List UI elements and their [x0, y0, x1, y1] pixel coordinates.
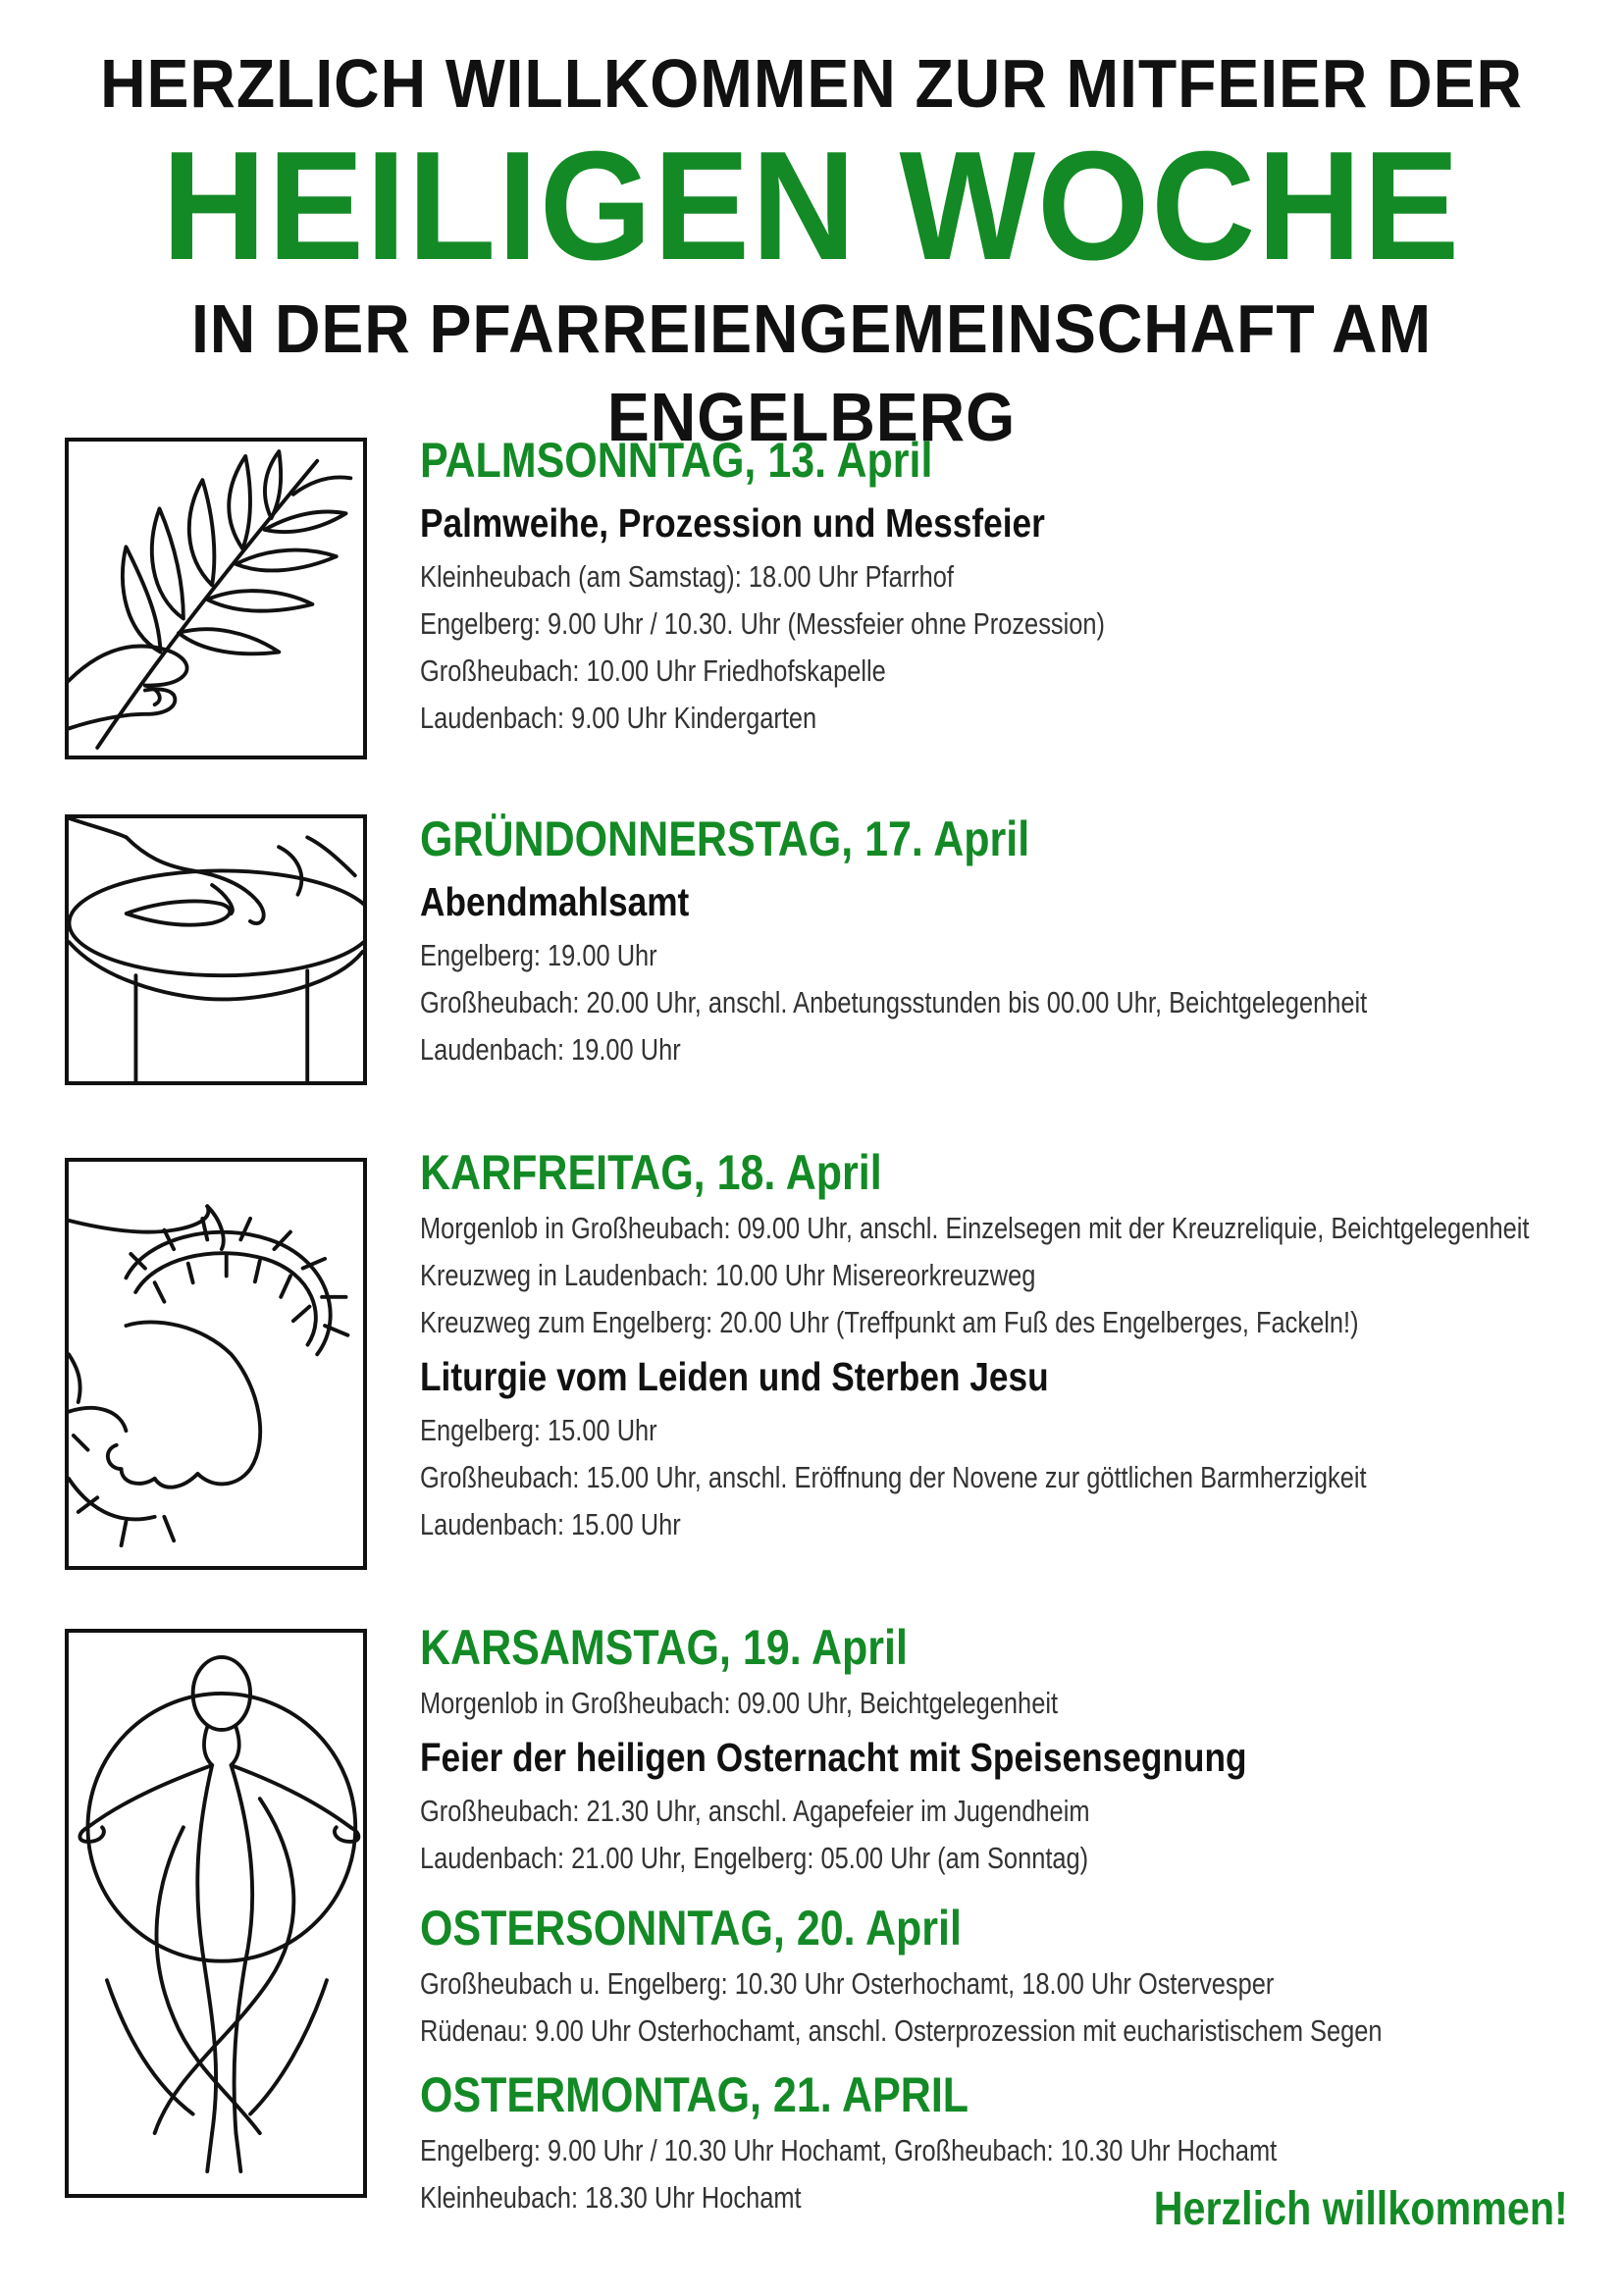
schedule-line: Kleinheubach (am Samstag): 18.00 Uhr Pfarrhof [420, 559, 954, 594]
schedule-line: Großheubach: 20.00 Uhr, anschl. Anbetungsstunden bis 00.00 Uhr, Beichtgelegenheit [420, 985, 1368, 1019]
schedule-line: Kreuzweg zum Engelberg: 20.00 Uhr (Treffpunkt am Fuß des Engelberges, Fackeln!) [420, 1305, 1359, 1339]
schedule-line: Morgenlob in Großheubach: 09.00 Uhr, Beichtgelegenheit [420, 1686, 1059, 1720]
event-title: Abendmahlsamt [420, 879, 690, 924]
section-karfreitag [420, 1140, 1597, 1548]
schedule-line: Rüdenau: 9.00 Uhr Osterhochamt, anschl. Osterprozession mit eucharistischem Segen [420, 2013, 1383, 2048]
section-karsamstag [420, 1615, 1597, 1882]
crown-of-thorns-icon [65, 1158, 367, 1570]
day-title: GRÜNDONNERSTAG, 17. April [420, 811, 1030, 866]
closing-greeting: Herzlich willkommen! [1153, 2183, 1568, 2235]
schedule-line: Morgenlob in Großheubach: 09.00 Uhr, anschl. Einzelsegen mit der Kreuzreliquie, Beichtgelegenheit [420, 1211, 1530, 1245]
section-palmsonntag [420, 428, 1597, 742]
schedule-line: Engelberg: 9.00 Uhr / 10.30. Uhr (Messfeier ohne Prozession) [420, 606, 1105, 641]
event-title: Feier der heiligen Osternacht mit Speisensegnung [420, 1735, 1247, 1780]
schedule-line: Engelberg: 9.00 Uhr / 10.30 Uhr Hochamt, Großheubach: 10.30 Uhr Hochamt [420, 2133, 1278, 2167]
day-title: KARSAMSTAG, 19. April [420, 1620, 908, 1675]
section-ostersonntag [420, 1896, 1597, 2055]
page-title: HEILIGEN WOCHE [161, 120, 1462, 292]
foot-washing-icon [65, 814, 367, 1085]
schedule-line: Engelberg: 15.00 Uhr [420, 1413, 657, 1447]
schedule-line: Laudenbach: 19.00 Uhr [420, 1032, 681, 1067]
schedule-line: Laudenbach: 21.00 Uhr, Engelberg: 05.00 Uhr (am Sonntag) [420, 1841, 1089, 1875]
event-title: Palmweihe, Prozession und Messfeier [420, 500, 1045, 546]
schedule-line: Großheubach: 15.00 Uhr, anschl. Eröffnung der Novene zur göttlichen Barmherzigkeit [420, 1460, 1367, 1494]
schedule-line: Großheubach: 10.00 Uhr Friedhofskapelle [420, 653, 886, 688]
schedule-line: Großheubach: 21.30 Uhr, anschl. Agapefeier im Jugendheim [420, 1794, 1090, 1828]
header-welcome-line: HERZLICH WILLKOMMEN ZUR MITFEIER DER [100, 45, 1523, 122]
palm-branch-icon [65, 438, 367, 759]
schedule-line: Kreuzweg in Laudenbach: 10.00 Uhr Misereorkreuzweg [420, 1258, 1036, 1292]
schedule-line: Kleinheubach: 18.30 Uhr Hochamt [420, 2180, 802, 2215]
day-title: OSTERMONTAG, 21. APRIL [420, 2067, 969, 2122]
event-title: Liturgie vom Leiden und Sterben Jesu [420, 1354, 1049, 1399]
schedule-line: Großheubach u. Engelberg: 10.30 Uhr Osterhochamt, 18.00 Uhr Ostervesper [420, 1966, 1275, 2001]
page-header [0, 39, 1623, 461]
schedule-line: Laudenbach: 15.00 Uhr [420, 1507, 681, 1541]
risen-christ-icon [65, 1629, 367, 2198]
day-title: OSTERSONNTAG, 20. April [420, 1901, 962, 1956]
header-parish-line: IN DER PFARREIENGEMEINSCHAFT AM ENGELBERG [190, 290, 1433, 455]
section-gruendonnerstag [420, 807, 1597, 1073]
schedule-line: Engelberg: 19.00 Uhr [420, 938, 657, 972]
day-title: PALMSONNTAG, 13. April [420, 433, 933, 488]
schedule-line: Laudenbach: 9.00 Uhr Kindergarten [420, 701, 817, 735]
day-title: KARFREITAG, 18. April [420, 1145, 882, 1200]
